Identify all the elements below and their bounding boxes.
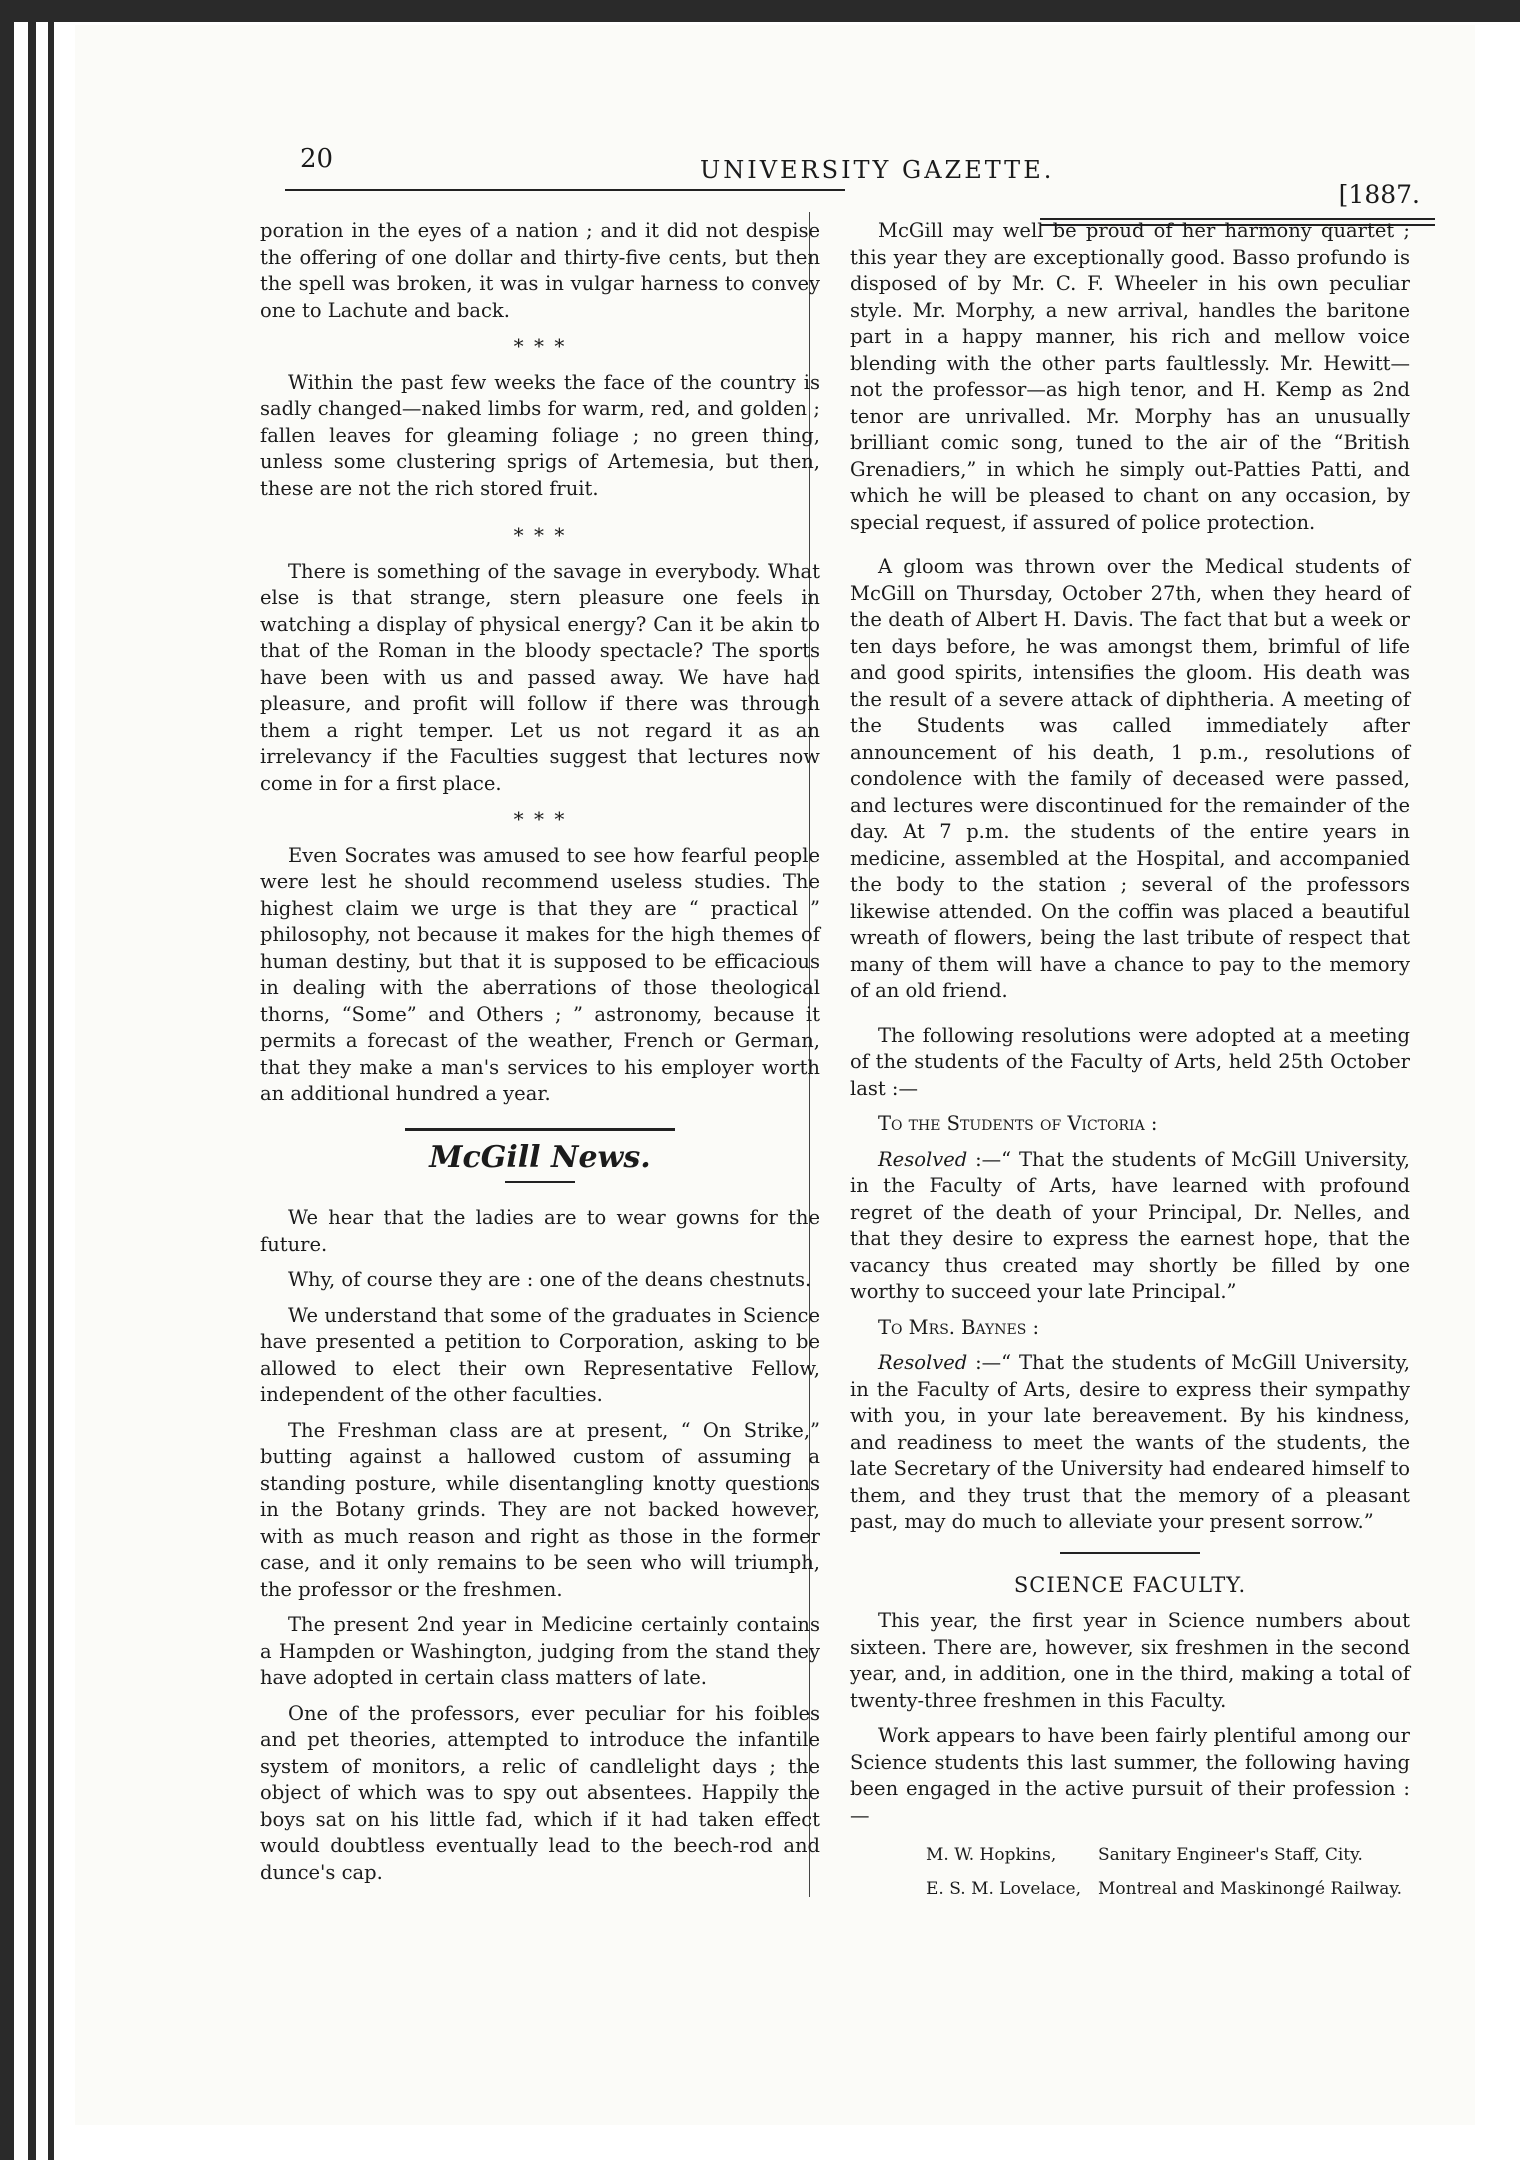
paragraph: This year, the first year in Science numbers about sixteen. There are, however, six freshmen in the second year, and, in addition, one in the third, making a total of twenty-three freshmen in this Faculty. xyxy=(850,1609,1410,1712)
paragraph: A gloom was thrown over the Medical students of McGill on Thursday, October 27th, when they heard of the death of Albert H. Davis. The fact that but a week or ten days before, he was amongst them, brimful of life and good spirits, intensifies the gloom. His death was the result of a severe attack of diphtheria. A meeting of the Students was called immediately after announcement of his death, 1 p.m., resolutions of condolence with the family of deceased were passed, and lectures were discontinued for the remainder of the day. At 7 p.m. the students of the entire years in medicine, assembled at the Hospital, and accompanied the body to the station ; several of the professors likewise attended. On the coffin was placed a beautiful wreath of flowers, being the last tribute of respect that many of them will have a chance to pay to the memory of an old friend. xyxy=(850,555,1410,1002)
paragraph: poration in the eyes of a nation ; and it did not despise the offering of one dollar and thirty-five cents, but then the spell was broken, it was in vulgar harness to convey one to Lachute and back. xyxy=(260,219,820,322)
section-title: McGill News. xyxy=(429,1139,651,1175)
page-top-edge xyxy=(0,0,1520,22)
page-stack-edge-3 xyxy=(48,0,54,2160)
resolved-label: Resolved xyxy=(878,1147,968,1171)
resolution xyxy=(850,1147,1410,1306)
paragraph: Work appears to have been fairly plentiful among our Science students this last summer, the following having been engaged in the active pursuit of their profession :— xyxy=(850,1724,1410,1827)
resolved-label: Resolved xyxy=(878,1351,968,1374)
news-item: One of the professors, ever peculiar for his foibles and pet theories, attempted to introduce the infantile system of monitors, a relic of candlelight days ; the object of which was to spy out absentees. Happily the boys sat on his little fad, which if it had taken effect would doubtless eventually lead to the beech-rod and dunce's cap. xyxy=(260,1701,820,1884)
paragraph: The following resolutions were adopted at a meeting of the students of the Faculty of Arts, held 25th October last :— xyxy=(850,1023,1410,1100)
list-role: Montreal and Maskinongé Railway. xyxy=(1098,1879,1403,1899)
page-stack-edge xyxy=(0,0,14,2160)
left-column xyxy=(260,218,820,1895)
paragraph: There is something of the savage in everybody. What else is that strange, stern pleasure one feels in watching a display of physical energy? Can it be akin to that of the Roman in the bloody spectacle? The sports have been with us and passed away. We have had pleasure, and profit will follow if there was through them a right temper. Let us not regard it as an irrelevancy if the Faculties suggest that lectures now come in for a first place. xyxy=(260,559,820,795)
resolution-text: :—“ That the students of McGill University, in the Faculty of Arts, desire to express their sympathy with you, in your late bereavement. By his kindness, and readiness to meet the wants of the students, the late Secretary of the University had endeared himself to them, and they trust that the memory of a pleasant past, may do much to alleviate your present sorrow.” xyxy=(850,1351,1410,1533)
right-column xyxy=(850,218,1410,1911)
paragraph: Within the past few weeks the face of the country is sadly changed—naked limbs for warm, red, and golden ; fallen leaves for gleaming foliage ; no green thing, unless some clustering sprigs of Artemesia, but then, these are not the rich stored fruit. xyxy=(260,370,820,500)
header-rule-left xyxy=(285,189,845,191)
running-header xyxy=(300,142,1430,209)
news-item: We understand that some of the graduates in Science have presented a petition to Corporation, asking to be allowed to elect their own Representative Fellow, independent of the other faculties. xyxy=(260,1303,820,1406)
section-heading: SCIENCE FACULTY. xyxy=(1013,1572,1247,1597)
paragraph: McGill may well be proud of her harmony quartet ; this year they are exceptionally good. Basso profundo is disposed of by Mr. C. F. Wheeler in his own peculiar style. Mr. Morphy, a new arrival, handles the baritone part in a happy manner, his rich and mellow voice blending with the other parts faultlessly. Mr. Hewitt—not the professor—as high tenor, and H. Kemp as 2nd tenor are unrivalled. Mr. Morphy has an unusually brilliant comic song, tuned to the air of the “British Grenadiers,” in which he simply out-Patties Patti, and which he will be pleased to chant on any occasion, by special request, if assured of police protection. xyxy=(850,219,1410,534)
address-line: To the Students of Victoria : xyxy=(878,1112,1158,1135)
news-item: The Freshman class are at present, “ On Strike,” butting against a hallowed custom of assuming a standing posture, while disentangling knotty questions in the Botany grinds. They are not backed however, with as much reason and right as those in the former case, and it only remains to be seen who will triumph, the professor or the freshmen. xyxy=(260,1418,820,1601)
asterism: * * * xyxy=(513,334,567,358)
news-item: We hear that the ladies are to wear gowns for the future. xyxy=(260,1206,820,1256)
resolution xyxy=(850,1350,1410,1536)
resolution-text: :—“ That the students of McGill University, in the Faculty of Arts, have learned with profound regret of the death of your Principal, Dr. Nelles, and that they desire to express the earnest hope, that the vacancy thus created may shortly be filled by one worthy to succeed your late Principal.” xyxy=(850,1147,1410,1303)
paragraph: Even Socrates was amused to see how fearful people were lest he should recommend useless studies. The highest claim we urge is that they are “ practical ” philosophy, not because it makes for the high themes of human destiny, but that it is supposed to be efficacious in dealing with the aberrations of those theological thorns, “Some” and Others ; ” astronomy, because it permits a forecast of the weather, French or German, that they make a man's services to his employer worth an additional hundred a year. xyxy=(260,843,820,1105)
asterism: * * * xyxy=(513,807,567,831)
news-item: The present 2nd year in Medicine certainly contains a Hampden or Washington, judging from the stand they have adopted in certain class matters of late. xyxy=(260,1613,820,1689)
section-rule xyxy=(1060,1552,1200,1554)
list-name: M. W. Hopkins, xyxy=(926,1845,1057,1865)
page-number: 20 xyxy=(300,144,334,174)
news-item: Why, of course they are : one of the deans chestnuts. xyxy=(288,1268,812,1291)
asterism: * * * xyxy=(513,523,567,547)
appointments-list xyxy=(850,1843,1410,1902)
list-role: Sanitary Engineer's Staff, City. xyxy=(1098,1845,1363,1865)
address-line: To Mrs. Baynes : xyxy=(878,1315,1040,1339)
section-rule xyxy=(405,1128,675,1131)
page-stack-edge-2 xyxy=(28,0,36,2160)
list-item xyxy=(850,1843,1410,1868)
publication-title: UNIVERSITY GAZETTE. xyxy=(700,156,1055,184)
list-name: E. S. M. Lovelace, xyxy=(926,1879,1082,1899)
title-underline xyxy=(505,1181,575,1183)
issue-year: [1887. xyxy=(1338,180,1420,209)
list-item xyxy=(850,1877,1410,1902)
